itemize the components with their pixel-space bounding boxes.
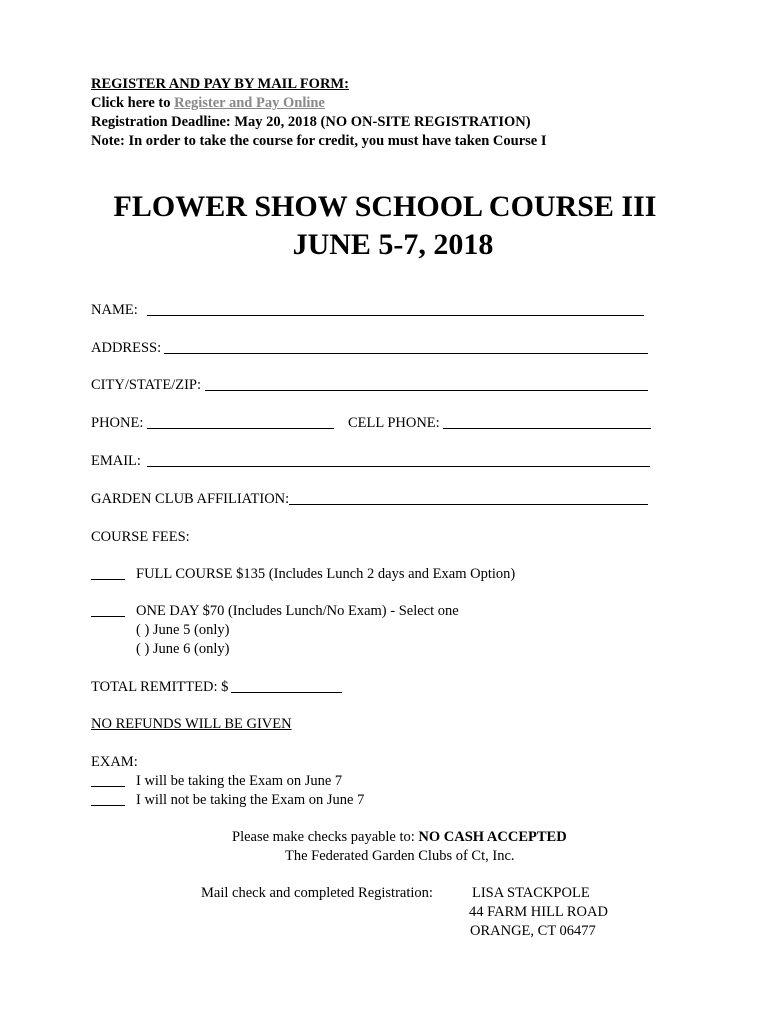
- exam-heading: EXAM:: [91, 754, 138, 770]
- phone-label: PHONE:: [91, 415, 144, 431]
- address-label: ADDRESS:: [91, 340, 162, 356]
- form-title: REGISTER AND PAY BY MAIL FORM:: [91, 76, 349, 92]
- exam-taking-option: I will be taking the Exam on June 7: [136, 773, 343, 789]
- phone-field[interactable]: [147, 428, 334, 429]
- exam-not-taking-option: I will not be taking the Exam on June 7: [136, 792, 365, 808]
- mailing-address-name: LISA STACKPOLE: [472, 885, 590, 901]
- email-label: EMAIL:: [91, 453, 141, 469]
- registration-deadline: Registration Deadline: May 20, 2018 (NO ON-SITE REGISTRATION): [91, 114, 531, 130]
- mailing-address-street: 44 FARM HILL ROAD: [469, 904, 608, 920]
- name-label: NAME:: [91, 302, 138, 318]
- exam-not-taking-check-blank[interactable]: [91, 805, 125, 806]
- full-course-check-blank[interactable]: [91, 579, 125, 580]
- cell-phone-label: CELL PHONE:: [348, 415, 440, 431]
- one-day-check-blank[interactable]: [91, 616, 125, 617]
- one-day-option: ONE DAY $70 (Includes Lunch/No Exam) - Select one: [136, 603, 459, 619]
- register-online-link[interactable]: Register and Pay Online: [174, 95, 325, 111]
- address-field[interactable]: [164, 353, 648, 354]
- mail-instructions: Mail check and completed Registration:: [201, 885, 433, 901]
- checks-payable-label: Please make checks payable to:: [232, 829, 419, 845]
- checks-payable-line: [232, 828, 567, 846]
- email-field[interactable]: [147, 466, 650, 467]
- online-registration-line: [91, 94, 325, 112]
- cell-phone-field[interactable]: [443, 428, 651, 429]
- june5-option[interactable]: ( ) June 5 (only): [136, 622, 230, 638]
- no-refunds-notice: NO REFUNDS WILL BE GIVEN: [91, 716, 292, 732]
- payee-name: The Federated Garden Clubs of Ct, Inc.: [285, 848, 515, 864]
- mailing-address-city: ORANGE, CT 06477: [470, 923, 596, 939]
- no-cash-notice: NO CASH ACCEPTED: [418, 829, 567, 845]
- garden-club-label: GARDEN CLUB AFFILIATION:: [91, 491, 290, 507]
- course-title: FLOWER SHOW SCHOOL COURSE III: [113, 190, 657, 223]
- total-remitted-label: TOTAL REMITTED: $: [91, 679, 229, 695]
- course-fees-heading: COURSE FEES:: [91, 529, 190, 545]
- name-field[interactable]: [147, 315, 644, 316]
- city-state-zip-label: CITY/STATE/ZIP:: [91, 377, 202, 393]
- full-course-option: FULL COURSE $135 (Includes Lunch 2 days and Exam Option): [136, 566, 516, 582]
- total-remitted-field[interactable]: [231, 692, 342, 693]
- june6-option[interactable]: ( ) June 6 (only): [136, 641, 230, 657]
- course-dates: JUNE 5-7, 2018: [292, 228, 494, 261]
- course-note: Note: In order to take the course for credit, you must have taken Course I: [91, 133, 547, 149]
- garden-club-field[interactable]: [289, 504, 648, 505]
- city-state-zip-field[interactable]: [205, 390, 648, 391]
- click-here-prefix: Click here to: [91, 95, 175, 111]
- exam-taking-check-blank[interactable]: [91, 786, 125, 787]
